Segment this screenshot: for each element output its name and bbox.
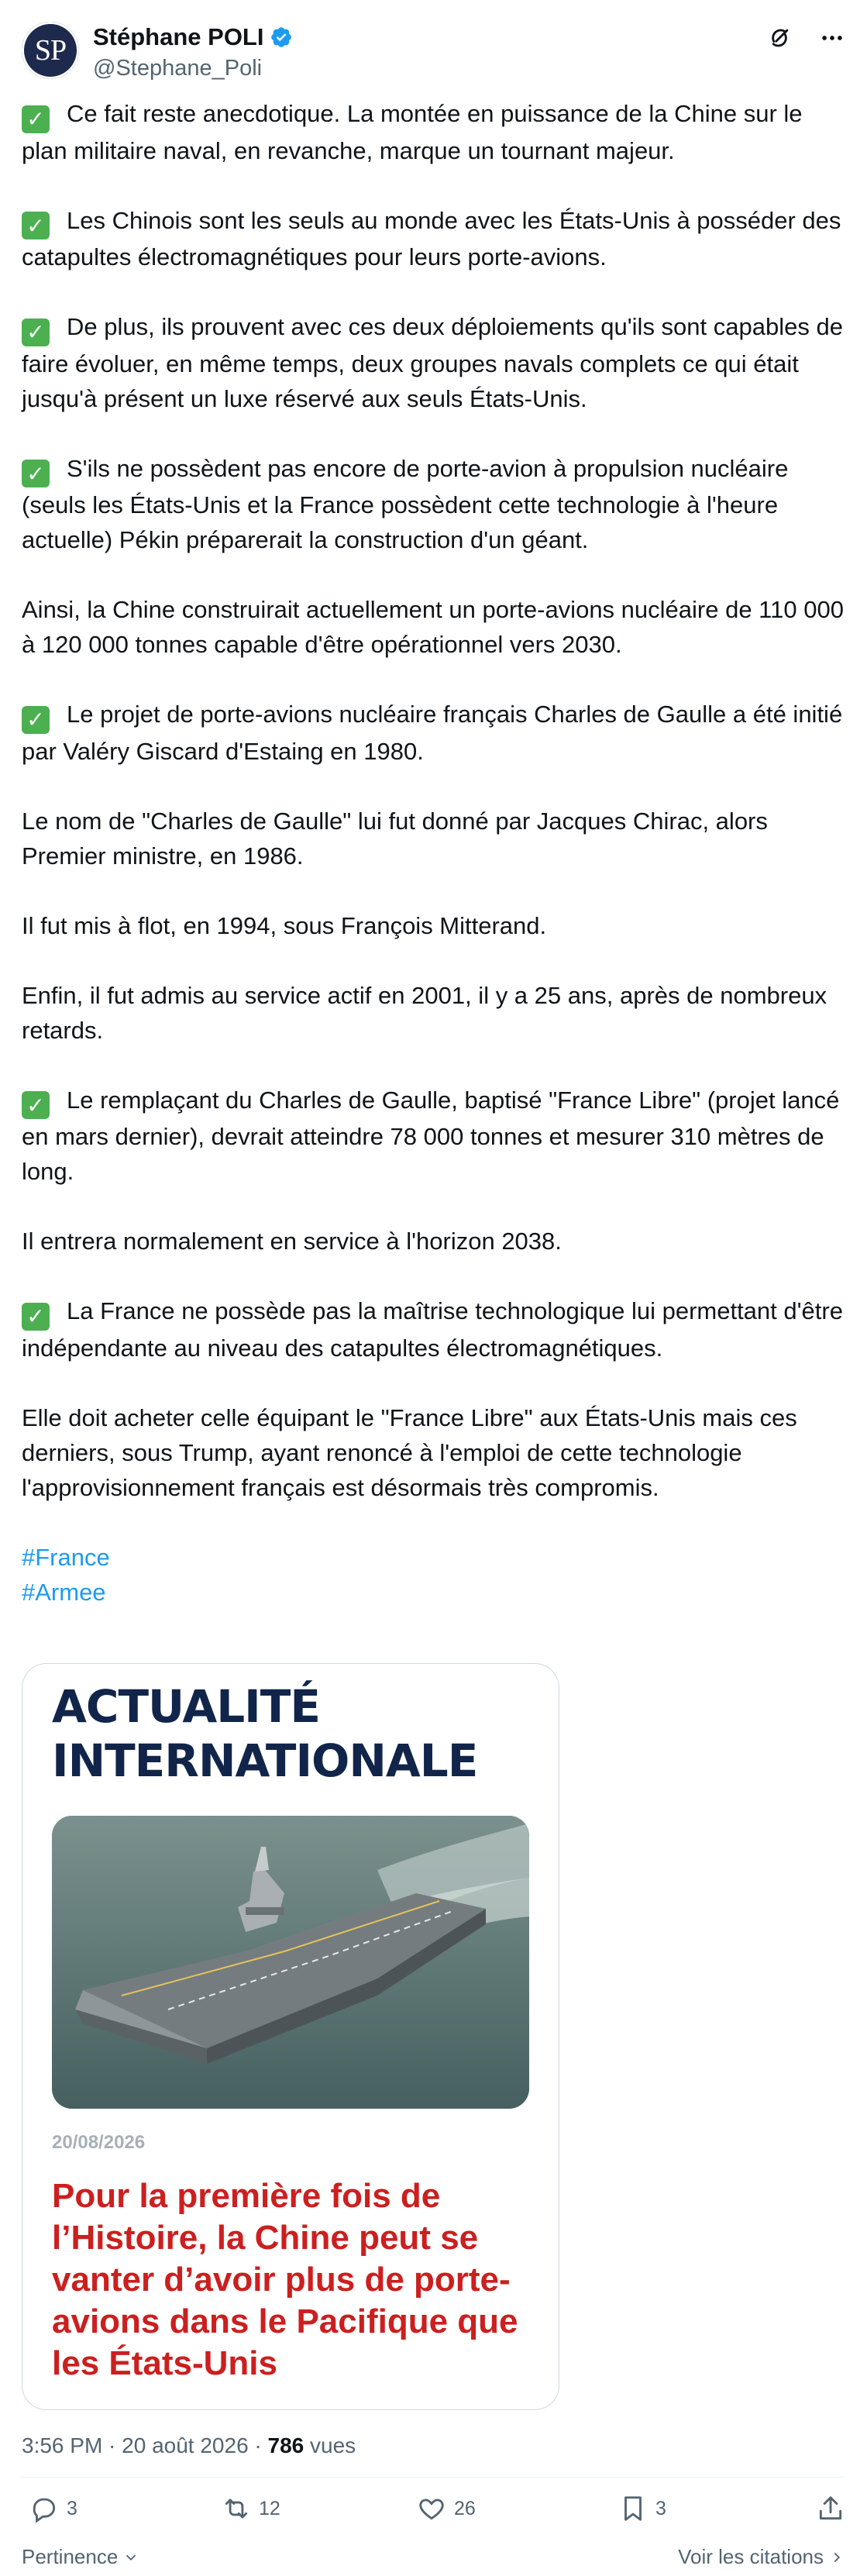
tweet-paragraph bbox=[22, 592, 851, 662]
tweet-header bbox=[22, 20, 845, 82]
chevron-right-icon bbox=[828, 2549, 845, 2566]
tweet-paragraph bbox=[22, 697, 851, 769]
tweet-paragraph bbox=[22, 1083, 851, 1190]
bookmark-count: 3 bbox=[655, 2497, 666, 2519]
card-image bbox=[52, 1816, 529, 2109]
author-handle[interactable]: @Stephane_Poli bbox=[93, 56, 263, 81]
link-card[interactable] bbox=[22, 1663, 559, 2410]
more-icon[interactable] bbox=[819, 25, 845, 51]
author-block bbox=[93, 23, 293, 81]
white-check-mark-icon: ✓ bbox=[22, 319, 50, 346]
like-button[interactable] bbox=[417, 2494, 476, 2523]
paragraph-text: Elle doit acheter celle équipant le "France Libre" aux États-Unis mais ces derniers, sous Trump, ayant renoncé à l'emploi de cette technologie l'approvisionnement français est désormais très compromis. bbox=[22, 1403, 804, 1501]
paragraph-text: Enfin, il fut admis au service actif en 2001, il y a 25 ans, après de nombreux retards. bbox=[22, 981, 834, 1044]
paragraph-text: Les Chinois sont les seuls au monde avec les États-Unis à posséder des catapultes électromagnétiques pour leurs porte-avions. bbox=[22, 206, 848, 270]
tweet-meta bbox=[22, 2433, 356, 2458]
tweet-paragraph bbox=[22, 96, 851, 168]
white-check-mark-icon: ✓ bbox=[22, 706, 50, 734]
aircraft-carrier-photo bbox=[52, 1816, 529, 2109]
paragraph-text: S'ils ne possèdent pas encore de porte-avion à propulsion nucléaire (seuls les États-Unis et la France possèdent cette technologie à l'heure actuelle) Pékin préparerait la construction d'un géant. bbox=[22, 454, 795, 553]
white-check-mark-icon: ✓ bbox=[22, 105, 50, 133]
header-actions bbox=[766, 25, 845, 51]
white-check-mark-icon: ✓ bbox=[22, 212, 50, 239]
paragraph-text: Le remplaçant du Charles de Gaulle, baptisé "France Libre" (projet lancé en mars dernier), devrait atteindre 78 000 tonnes et mesurer 310 mètres de long. bbox=[22, 1086, 846, 1185]
tweet-paragraph bbox=[22, 451, 851, 558]
action-bar bbox=[22, 2494, 845, 2540]
paragraph-text: Ainsi, la Chine construirait actuellement un porte-avions nucléaire de 110 000 à 120 000 tonnes capable d'être opérationnel vers 2030. bbox=[22, 596, 851, 658]
repost-count: 12 bbox=[259, 2497, 280, 2519]
sort-dropdown[interactable] bbox=[22, 2545, 139, 2569]
hashtags bbox=[22, 1540, 851, 1610]
card-date: 20/08/2026 bbox=[52, 2132, 146, 2153]
tweet-paragraph bbox=[22, 203, 851, 275]
view-quotes-link[interactable] bbox=[678, 2545, 845, 2569]
divider bbox=[22, 2477, 845, 2478]
reply-button[interactable] bbox=[29, 2494, 77, 2523]
reply-icon bbox=[29, 2494, 59, 2523]
avatar[interactable]: SP bbox=[22, 22, 79, 79]
white-check-mark-icon: ✓ bbox=[22, 1303, 50, 1331]
tweet-paragraph bbox=[22, 1400, 851, 1505]
share-icon bbox=[816, 2494, 845, 2523]
white-check-mark-icon: ✓ bbox=[22, 1091, 50, 1119]
tweet-text bbox=[22, 96, 851, 1610]
tweet-paragraph bbox=[22, 1224, 851, 1259]
card-kicker: ACTUALITÉ INTERNATIONALE bbox=[52, 1680, 478, 1787]
sort-label: Pertinence bbox=[22, 2545, 119, 2568]
paragraph-text: Il fut mis à flot, en 1994, sous François Mitterand. bbox=[22, 911, 547, 939]
name-row bbox=[93, 23, 293, 51]
white-check-mark-icon: ✓ bbox=[22, 460, 50, 487]
quotes-label: Voir les citations bbox=[678, 2545, 824, 2568]
like-count: 26 bbox=[454, 2497, 476, 2519]
chevron-down-icon bbox=[122, 2549, 139, 2566]
tweet-timestamp[interactable]: 3:56 PM · 20 août 2026 · bbox=[22, 2433, 268, 2457]
repost-button[interactable] bbox=[222, 2494, 280, 2523]
paragraph-text: Ce fait reste anecdotique. La montée en puissance de la Chine sur le plan militaire naval, en revanche, marque un tournant majeur. bbox=[22, 100, 810, 164]
reply-count: 3 bbox=[67, 2497, 77, 2519]
paragraph-text: Il entrera normalement en service à l'horizon 2038. bbox=[22, 1228, 562, 1255]
paragraph-text: Le projet de porte-avions nucléaire français Charles de Gaulle a été initié par Valéry Giscard d'Estaing en 1980. bbox=[22, 701, 849, 765]
heart-icon bbox=[417, 2494, 446, 2523]
verified-badge-icon bbox=[270, 26, 293, 49]
hashtag-link[interactable]: #France bbox=[22, 1543, 110, 1571]
grok-icon[interactable] bbox=[766, 25, 793, 51]
tweet-paragraph bbox=[22, 978, 851, 1048]
paragraph-text: La France ne possède pas la maîtrise technologique lui permettant d'être indépendante au niveau des catapultes électromagnétiques. bbox=[22, 1297, 850, 1362]
author-name[interactable]: Stéphane POLI bbox=[93, 23, 264, 50]
hashtag-link[interactable]: #Armee bbox=[22, 1578, 106, 1606]
paragraph-text: De plus, ils prouvent avec ces deux déploiements qu'ils sont capables de faire évoluer, en même temps, deux groupes navals complets ce qui était jusqu'à présent un luxe réservé aux seuls États-Unis. bbox=[22, 313, 850, 412]
bookmark-button[interactable] bbox=[618, 2494, 666, 2523]
tweet-paragraph bbox=[22, 309, 851, 416]
paragraph-text: Le nom de "Charles de Gaulle" lui fut donné par Jacques Chirac, alors Premier ministre, en 1986. bbox=[22, 807, 775, 870]
bookmark-icon bbox=[618, 2494, 648, 2523]
views-label: vues bbox=[304, 2433, 356, 2457]
tweet-paragraph bbox=[22, 908, 851, 943]
views-count: 786 bbox=[267, 2433, 304, 2457]
tweet-paragraph bbox=[22, 1293, 851, 1365]
repost-icon bbox=[222, 2494, 251, 2523]
reply-controls bbox=[22, 2545, 845, 2573]
card-headline: Pour la première fois de l’Histoire, la Chine peut se vanter d’avoir plus de porte-avions dans le Pacifique que les États-Unis bbox=[52, 2177, 518, 2382]
tweet-paragraph bbox=[22, 804, 851, 873]
share-button[interactable] bbox=[816, 2494, 845, 2523]
